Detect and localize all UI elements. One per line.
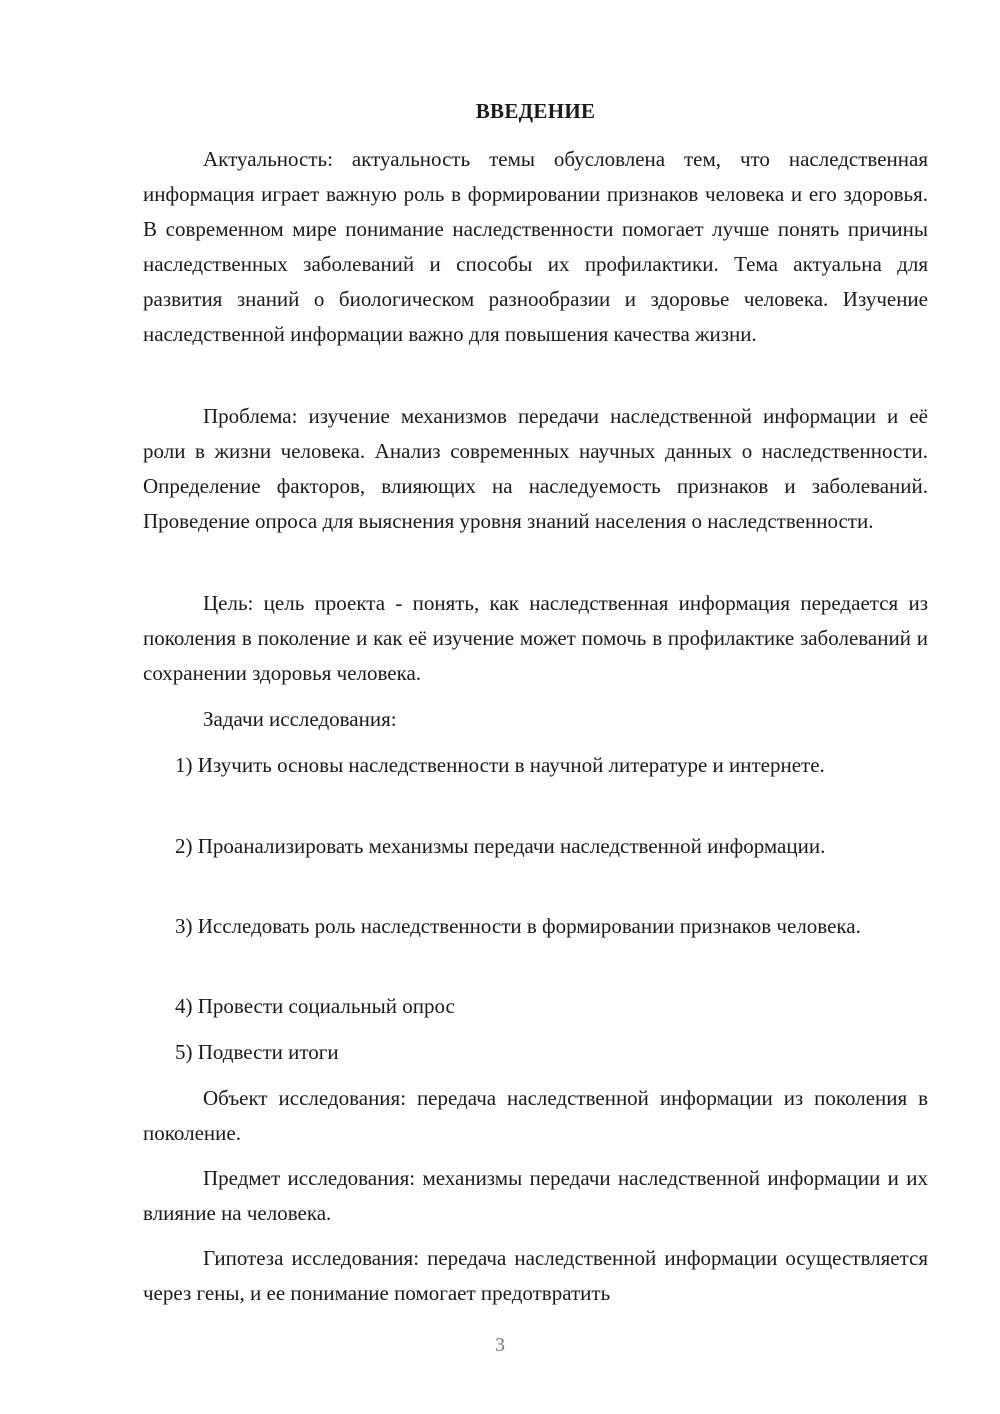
task-item-4: 4) Провести социальный опрос	[175, 994, 455, 1018]
hypothesis-paragraph: Гипотеза исследования: передача наследственной информации осуществляется через гены, и ее понимание помогает предотвратить	[143, 1246, 928, 1305]
page-number: 3	[495, 1334, 505, 1356]
task-item-2: 2) Проанализировать механизмы передачи наследственной информации.	[175, 834, 826, 858]
task-item-5: 5) Подвести итоги	[175, 1040, 339, 1064]
task-item-3: 3) Исследовать роль наследственности в формировании признаков человека.	[175, 914, 861, 938]
tasks-heading: Задачи исследования:	[203, 707, 397, 731]
subject-paragraph: Предмет исследования: механизмы передачи наследственной информации и их влияние на человека.	[143, 1166, 928, 1225]
task-item-1: 1) Изучить основы наследственности в научной литературе и интернете.	[175, 753, 825, 777]
problem-paragraph: Проблема: изучение механизмов передачи наследственной информации и её роли в жизни человека. Анализ современных научных данных о наследственности. Определение факторов, влияющих на наследуемость признаков и заболеваний. Проведение опроса для выяснения уровня знаний населения о наследственности.	[143, 404, 928, 533]
goal-paragraph: Цель: цель проекта - понять, как наследственная информация передается из поколения в поколение и как её изучение может помочь в профилактике заболеваний и сохранении здоровья человека.	[143, 591, 928, 685]
page-title: ВВЕДЕНИЕ	[475, 99, 596, 123]
object-paragraph: Объект исследования: передача наследственной информации из поколения в поколение.	[143, 1086, 928, 1145]
relevance-paragraph: Актуальность: актуальность темы обусловлена тем, что наследственная информация играет важную роль в формировании признаков человека и его здоровья. В современном мире понимание наследственности помогает лучше понять причины наследственных заболеваний и способы их профилактики. Тема актуальна для развития знаний о биологическом разнообразии и здоровье человека. Изучение наследственной информации важно для повышения качества жизни.	[143, 147, 928, 346]
